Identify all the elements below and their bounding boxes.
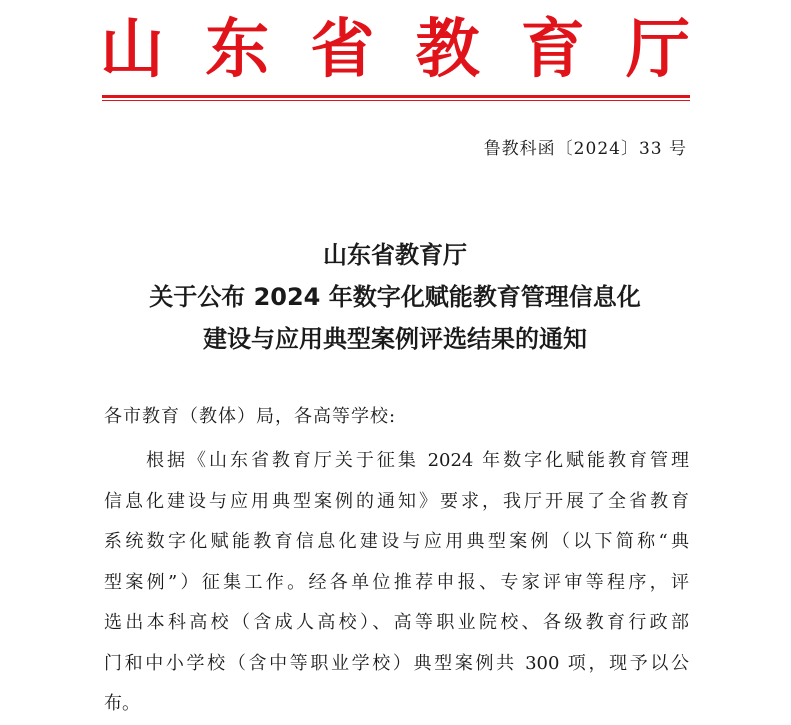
body-line: 型案例”）征集工作。经各单位推荐申报、专家评审等程序，评 — [104, 571, 689, 593]
body-paragraph — [104, 441, 689, 725]
masthead-char: 教 — [415, 13, 480, 87]
body-line: 系统数字化赋能教育信息化建设与应用典型案例（以下简称“典 — [104, 531, 689, 552]
masthead-char: 省 — [310, 13, 375, 87]
body-line: 门和中小学校（含中等职业学校）典型案例共 300 项，现予以公 — [104, 652, 689, 674]
title-line-3: 建设与应用典型案例评选结果的通知 — [203, 325, 587, 353]
title-line-1: 山东省教育厅 — [323, 241, 467, 269]
body-line: 根据《山东省教育厅关于征集 2024 年数字化赋能教育管理 — [146, 450, 689, 471]
masthead-title — [100, 14, 690, 86]
document-title — [100, 234, 690, 360]
body-line: 布。 — [104, 693, 140, 714]
body-line: 选出本科高校（含成人高校）、高等职业院校、各级教育行政部 — [104, 612, 689, 633]
masthead-char: 东 — [205, 13, 270, 87]
masthead-char: 厅 — [625, 13, 690, 87]
body-line: 信息化建设与应用典型案例的通知》要求，我厅开展了全省教育 — [104, 490, 689, 512]
document-number: 鲁教科函〔2024〕33 号 — [483, 139, 687, 159]
title-line-2: 关于公布 2024 年数字化赋能教育管理信息化 — [149, 283, 641, 311]
masthead-char: 育 — [520, 13, 585, 87]
salutation: 各市教育（教体）局，各高等学校: — [104, 406, 397, 427]
red-divider-thick — [102, 95, 690, 98]
masthead-char: 山 — [100, 13, 164, 87]
red-divider-thin — [102, 100, 690, 101]
